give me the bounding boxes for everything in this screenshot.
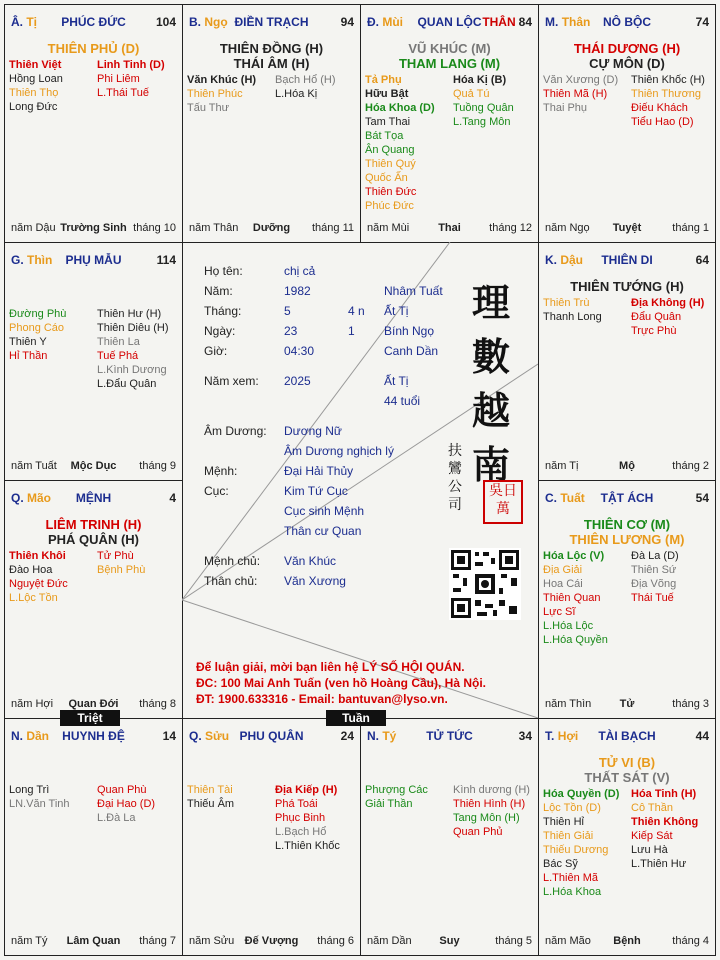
footer-year: năm Ngọ [545,222,590,234]
palace-footer [11,460,176,474]
palace-header [367,729,532,745]
footer-year: năm Dậu [11,222,56,234]
footer-stage: Đế Vượng [244,935,299,947]
footer-month: tháng 4 [672,935,709,947]
footer-stage: Mộc Dục [70,460,117,472]
label-menh: Mệnh: [204,464,238,478]
promo-line-3: ĐT: 1900.633316 - Email: bantuvan@lyso.vn. [196,692,448,706]
minor-star: Bệnh Phù [97,564,146,576]
value-gio-can: Canh Dần [384,344,439,358]
footer-month: tháng 7 [139,935,176,947]
major-star: THIÊN TƯỚNG (H) [570,279,684,294]
major-star: THAM LANG (M) [398,56,501,71]
label-cuc: Cục: [204,484,229,498]
value-menh: Đại Hải Thủy [284,464,354,478]
palace-number: 74 [695,15,709,29]
palace-name: HUYNH ĐỆ [62,729,125,743]
palace-footer [367,935,532,949]
value-nam-xem-can: Ất Tị [384,374,409,388]
palace-number: 114 [156,253,176,267]
palace-name: PHU QUÂN [239,729,304,743]
value-than-chu: Văn Xương [284,574,346,588]
footer-month: tháng 12 [489,222,532,234]
red-seal-stamp: 吳日 萬 [483,480,523,524]
palace-tat-ach [538,480,716,719]
minor-star: Phi Liêm [97,73,140,85]
palace-branch: Đ. Mùi [367,15,404,29]
minor-star: Thiên Giải [543,830,594,842]
value-cuc-2: Cục sinh Mệnh [284,504,365,518]
palace-branch: Q. Sửu [189,729,230,743]
footer-year: năm Mùi [367,222,410,234]
major-star: THẤT SÁT (V) [584,770,670,785]
palace-footer [189,935,354,949]
palace-tu-tuc [360,718,539,956]
palace-branch: N. Dần [11,729,50,743]
minor-star: Thiên Hỉ [543,816,584,828]
minor-star: Thiên La [97,336,140,348]
palace-branch: K. Dậu [545,253,584,267]
palace-number: 4 [169,491,176,505]
minor-star: Hoa Cái [543,578,583,590]
major-star: VŨ KHÚC (M) [408,41,491,56]
promo-line-2: ĐC: 100 Mai Anh Tuấn (ven hồ Hoàng Cầu), Hà Nội. [196,676,487,690]
minor-star: Văn Xương (D) [543,74,619,86]
minor-star: Bạch Hổ (H) [275,74,336,86]
minor-star: Lộc Tồn (D) [543,802,601,814]
minor-star: Tả Phụ [365,74,402,86]
value-ho-ten: chị cả [284,264,316,278]
palace-quan-loc [360,4,539,243]
palace-footer [11,222,176,236]
palace-no-boc [538,4,716,243]
minor-star: L.Hóa Lộc [543,620,594,632]
palace-footer [11,935,176,949]
palace-number: 54 [695,491,709,505]
label-thang: Tháng: [204,304,242,318]
palace-header [11,729,176,745]
minor-star: Bát Tọa [365,130,404,142]
palace-name: PHỤ MẪU [65,253,122,267]
major-star: THIÊN LƯƠNG (M) [569,532,685,547]
minor-star: Đường Phù [9,308,67,320]
seal-side-text: 扶 鸞 公 司 [448,443,462,513]
minor-star: Thiên Sứ [631,564,677,576]
minor-star: Tam Thai [365,116,411,128]
minor-star: Địa Võng [631,578,677,590]
minor-star: L.Thiên Mã [543,872,599,884]
major-star: THIÊN ĐỒNG (H) [219,41,324,56]
minor-star: Kình dương (H) [453,784,530,796]
minor-star: Hóa Khoa (D) [365,102,435,114]
minor-star: Điếu Khách [631,102,688,114]
palace-branch: T. Hợi [545,729,579,743]
palace-phu-quan [182,718,361,956]
palace-phuc-duc [4,4,183,243]
minor-star: Đại Hao (D) [97,798,156,810]
footer-year: năm Mão [545,935,591,947]
minor-star: L.Thiên Hư [631,858,687,870]
minor-star: Nguyệt Đức [9,578,68,590]
minor-star: Thiên Phúc [187,88,243,100]
minor-star: Tang Môn (H) [453,812,520,824]
minor-star: L.Hóa Kị [275,88,318,100]
major-star: CỰ MÔN (D) [589,56,665,71]
palace-tai-bach [538,718,716,956]
palace-footer [545,935,709,949]
minor-star: Lưu Hà [631,844,668,856]
value-gio: 04:30 [284,344,315,358]
footer-year: năm Tý [11,935,48,947]
value-thang: 5 [284,304,291,318]
palace-header [11,491,176,507]
minor-star: Thiên Không [631,816,699,828]
palace-footer [545,222,709,236]
value-nam: 1982 [284,284,311,298]
minor-star: Thiên Thương [631,88,702,100]
minor-star: Kiếp Sát [631,830,673,842]
value-tuoi: 44 tuổi [384,394,421,408]
palace-thien-di [538,242,716,481]
palace-branch: Q. Mão [11,491,52,505]
footer-stage: Bệnh [613,935,641,947]
minor-star: Phá Toái [275,798,318,810]
palace-footer [545,460,709,474]
palace-header [545,729,709,745]
footer-year: năm Thìn [545,698,592,710]
minor-star: Thiên Đức [365,186,417,198]
palace-name: ĐIỀN TRẠCH [234,15,309,29]
minor-star: Thiên Thọ [9,87,59,99]
minor-star: Thiên Hình (H) [453,798,526,810]
minor-star: Thai Phụ [543,102,588,114]
palace-header [545,491,709,507]
palace-header [367,15,532,31]
palace-branch: Â. Tị [11,15,38,29]
minor-star: Giải Thần [365,798,413,810]
minor-star: Thiên Khốc (H) [631,74,705,86]
minor-star: Thiên Hư (H) [97,308,162,320]
palace-number: 64 [695,253,709,267]
palace-footer [545,698,709,712]
footer-month: tháng 9 [139,460,176,472]
minor-star: Địa Giải [543,564,583,576]
palace-phu-mau [4,242,183,481]
minor-star: L.Lộc Tồn [9,592,58,604]
major-star: THÁI ÂM (H) [233,56,310,71]
value-thang-can: Ất Tị [384,304,409,318]
minor-star: Long Đức [9,101,58,113]
tuan-badge: Tuần [326,710,386,726]
minor-star: Quốc Ấn [365,172,408,184]
minor-star: Quan Phủ [453,826,503,838]
minor-star: Phượng Các [365,784,428,796]
palace-number: 14 [162,729,176,743]
value-am-duong-2: Âm Dương nghịch lý [284,444,394,458]
footer-year: năm Sửu [189,935,235,947]
footer-month: tháng 11 [311,222,354,234]
promo-line-1: Để luận giải, mời bạn liên hệ LÝ SỐ HỘI QUÁN. [196,660,465,674]
minor-star: Lực Sĩ [543,606,576,618]
palace-footer [367,222,532,236]
palace-number: 44 [695,729,709,743]
footer-month: tháng 10 [133,222,176,234]
palace-menh [4,480,183,719]
major-star: TỬ VI (B) [598,755,656,770]
value-cuc-3: Thân cư Quan [284,524,362,538]
label-nam: Năm: [204,284,233,298]
palace-number: 24 [340,729,354,743]
footer-stage: Mộ [619,460,635,472]
palace-huynh-de [4,718,183,956]
minor-star: Bác Sỹ [543,858,578,870]
minor-star: L.Hóa Quyền [543,634,608,646]
palace-number: 94 [340,15,354,29]
minor-star: L.Đà La [97,812,136,824]
footer-stage: Tử [619,698,635,710]
palace-name: PHÚC ĐỨC [61,15,126,29]
palace-number: THÂN 84 [482,15,532,29]
footer-stage: Thai [438,222,461,234]
palace-name: MỆNH [75,491,112,505]
value-menh-chu: Văn Khúc [284,554,337,568]
palace-header [189,15,354,31]
palace-name: NÔ BỘC [603,15,651,29]
footer-year: năm Hợi [11,698,54,710]
minor-star: Tiểu Hao (D) [631,116,694,128]
seal-char-1: 理 [472,280,511,325]
palace-header [11,253,176,269]
minor-star: L.Kình Dương [97,364,167,376]
label-ngay: Ngày: [204,324,236,338]
footer-stage: Dưỡng [252,222,291,234]
minor-star: Phong Cáo [9,322,65,334]
palace-branch: C. Tuất [545,491,585,505]
minor-star: Hóa Kị (B) [453,74,507,86]
minor-star: Quả Tú [453,88,490,100]
minor-star: Phục Binh [275,812,326,824]
minor-star: Hồng Loan [9,73,63,85]
footer-month: tháng 1 [672,222,709,234]
minor-star: Thiên Quan [543,592,601,604]
minor-star: Linh Tinh (D) [97,59,165,71]
palace-footer [189,222,354,236]
value-ngay-can: Bính Ngọ [384,324,435,338]
palace-number: 104 [155,15,176,29]
palace-header [545,15,709,31]
palace-dien-trach [182,4,361,243]
footer-year: năm Tị [545,460,579,472]
minor-star: Địa Không (H) [631,297,705,309]
palace-name: QUAN LỘC [417,15,482,29]
minor-star: L.Đẩu Quân [97,378,157,390]
major-star: THÁI DƯƠNG (H) [573,41,681,56]
footer-month: tháng 5 [495,935,532,947]
major-star: THIÊN CƠ (M) [583,517,671,532]
minor-star: Thiên Mã (H) [543,88,608,100]
value-ngay-extra: 1 [348,324,355,338]
minor-star: Thiếu Âm [187,798,235,810]
value-thang-extra: 4 n [348,304,365,318]
palace-header [11,15,176,31]
minor-star: L.Hóa Khoa [543,886,602,898]
footer-stage: Quan Đới [68,698,119,710]
major-star: THIÊN PHỦ (D) [47,41,140,56]
footer-stage: Suy [439,935,460,947]
minor-star: L.Tang Môn [453,116,511,128]
footer-month: tháng 6 [317,935,354,947]
minor-star: Đào Hoa [9,564,53,576]
value-ngay: 23 [284,324,298,338]
minor-star: Thiên Quý [365,158,416,170]
qr-code-icon[interactable] [449,548,521,620]
label-nam-xem: Năm xem: [204,374,259,388]
minor-star: Địa Kiếp (H) [275,784,338,796]
palace-header [189,729,354,745]
minor-star: L.Thái Tuế [97,87,149,99]
label-than-chu: Thân chủ: [204,574,258,588]
value-nam-can: Nhâm Tuất [384,284,443,298]
footer-month: tháng 2 [672,460,709,472]
minor-star: Thanh Long [543,311,602,323]
minor-star: Cô Thần [631,802,673,814]
minor-star: Đẩu Quân [631,311,682,323]
minor-star: LN.Văn Tinh [9,798,70,810]
minor-star: Thiên Tài [187,784,233,796]
minor-star: L.Thiên Khốc [275,840,340,852]
minor-star: Tuồng Quân [453,102,514,114]
palace-branch: M. Thân [545,15,591,29]
triet-badge: Triệt [60,710,120,726]
footer-year: năm Thân [189,222,239,234]
minor-star: Long Trì [9,784,50,796]
label-am-duong: Âm Dương: [204,424,267,438]
minor-star: Thiếu Dương [543,844,609,856]
minor-star: Thiên Trù [543,297,590,309]
seal-char-2: 數 [472,334,511,379]
minor-star: Thái Tuế [631,592,674,604]
minor-star: Thiên Khôi [9,550,66,562]
palace-name: TẬT ÁCH [600,491,654,505]
minor-star: Ân Quang [365,144,415,156]
footer-year: năm Tuất [11,460,57,472]
minor-star: Phúc Đức [365,200,414,212]
minor-star: Đà La (D) [631,550,679,562]
minor-star: L.Bạch Hổ [275,826,327,838]
palace-branch: B. Ngọ [189,15,228,29]
minor-star: Tuế Phá [97,350,139,362]
minor-star: Hóa Lộc (V) [543,550,605,562]
footer-year: năm Dần [367,935,412,947]
label-gio: Giờ: [204,344,228,358]
value-am-duong-1: Dương Nữ [284,424,342,438]
seal-char-3: 越 [472,388,511,433]
palace-name: THIÊN DI [601,253,653,267]
minor-star: Tấu Thư [187,102,230,114]
seal-char-4: 南 [472,442,511,487]
palace-branch: G. Thìn [11,253,53,267]
palace-number: 34 [518,729,532,743]
minor-star: Văn Khúc (H) [187,74,257,86]
palace-name: TÀI BẠCH [598,729,656,743]
footer-stage: Lâm Quan [66,935,121,947]
palace-branch: N. Tý [367,729,397,743]
minor-star: Hữu Bật [365,88,409,100]
minor-star: Quan Phù [97,784,147,796]
value-cuc-1: Kim Tứ Cục [284,484,348,498]
major-star: LIÊM TRINH (H) [45,517,142,532]
minor-star: Hóa Quyền (D) [543,788,620,800]
minor-star: Hỉ Thần [9,350,48,362]
minor-star: Trực Phù [631,325,677,337]
footer-stage: Tuyệt [612,222,642,234]
label-ho-ten: Họ tên: [204,264,243,278]
minor-star: Thiên Việt [9,59,62,71]
major-star: PHÁ QUÂN (H) [48,532,139,547]
footer-stage: Trường Sinh [60,222,127,234]
value-nam-xem: 2025 [284,374,311,388]
minor-star: Thiên Y [9,336,47,348]
palace-header [545,253,709,269]
label-menh-chu: Mệnh chủ: [204,554,261,568]
minor-star: Tử Phù [97,550,134,562]
footer-month: tháng 3 [672,698,709,710]
minor-star: Hóa Tinh (H) [631,788,697,800]
palace-name: TỬ TỨC [426,729,473,743]
footer-month: tháng 8 [139,698,176,710]
minor-star: Thiên Diêu (H) [97,322,169,334]
